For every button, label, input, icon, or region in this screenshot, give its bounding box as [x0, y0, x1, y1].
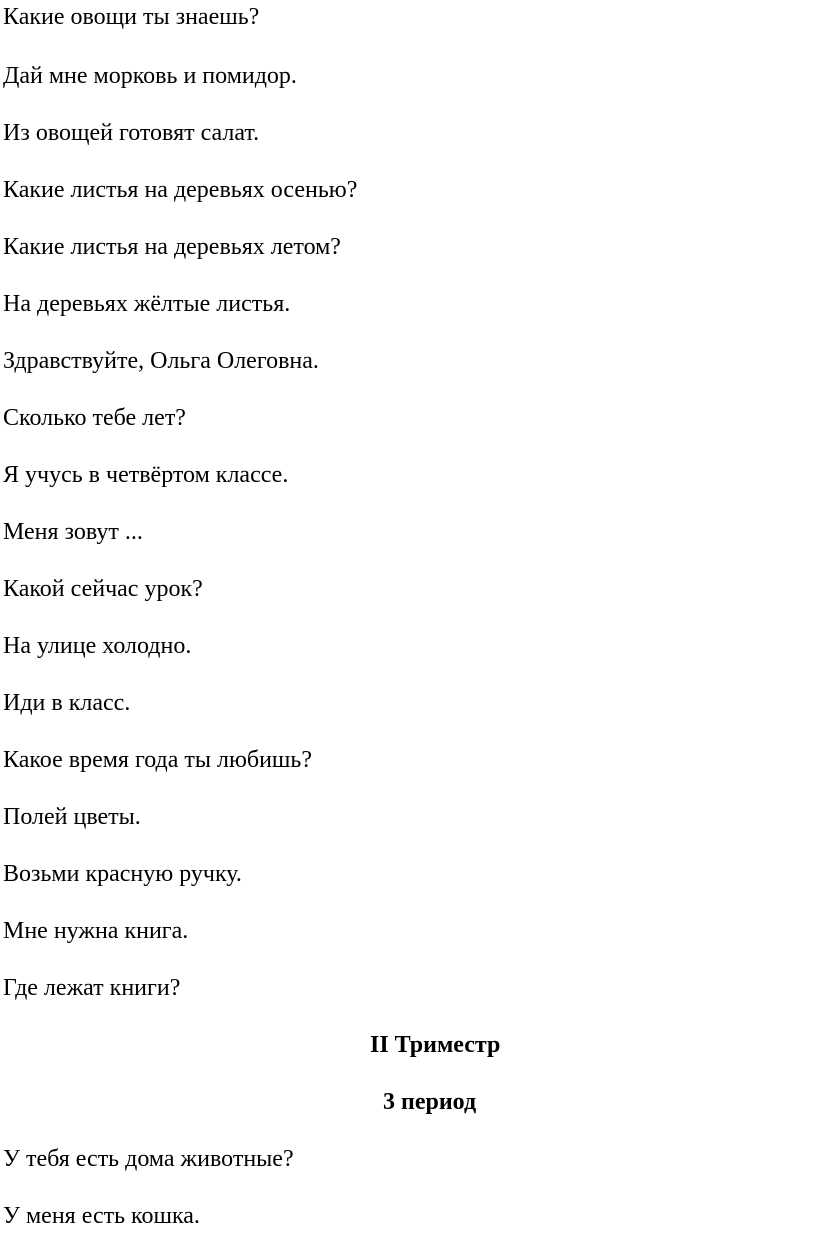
- period-heading: 3 период: [383, 1089, 477, 1115]
- phrase-line: Какие листья на деревьях летом?: [3, 234, 341, 260]
- phrase-line: Какой сейчас урок?: [3, 576, 203, 602]
- phrase-line: Я учусь в четвёртом классе.: [3, 462, 289, 488]
- phrase-line: Какое время года ты любишь?: [3, 747, 313, 773]
- phrase-line: Какие листья на деревьях осенью?: [3, 177, 358, 203]
- phrase-line: У меня есть кошка.: [3, 1203, 200, 1229]
- phrase-line: Из овощей готовят салат.: [3, 120, 260, 146]
- phrase-line: Полей цветы.: [3, 804, 141, 830]
- phrase-line: Иди в класс.: [3, 690, 131, 716]
- phrase-line: Сколько тебе лет?: [3, 405, 186, 431]
- phrase-line: Здравствуйте, Ольга Олеговна.: [3, 348, 319, 374]
- section-heading: II Триместр: [370, 1032, 501, 1058]
- phrase-line: У тебя есть дома животные?: [3, 1146, 294, 1172]
- phrase-line: Какие овощи ты знаешь?: [3, 4, 260, 30]
- phrase-line: Дай мне морковь и помидор.: [3, 63, 297, 89]
- phrase-line: На деревьях жёлтые листья.: [3, 291, 291, 317]
- phrase-line: На улице холодно.: [3, 633, 192, 659]
- phrase-line: Где лежат книги?: [3, 975, 181, 1001]
- phrase-line: Меня зовут ...: [3, 519, 143, 545]
- phrase-line: Возьми красную ручку.: [3, 861, 242, 887]
- phrase-line: Мне нужна книга.: [3, 918, 189, 944]
